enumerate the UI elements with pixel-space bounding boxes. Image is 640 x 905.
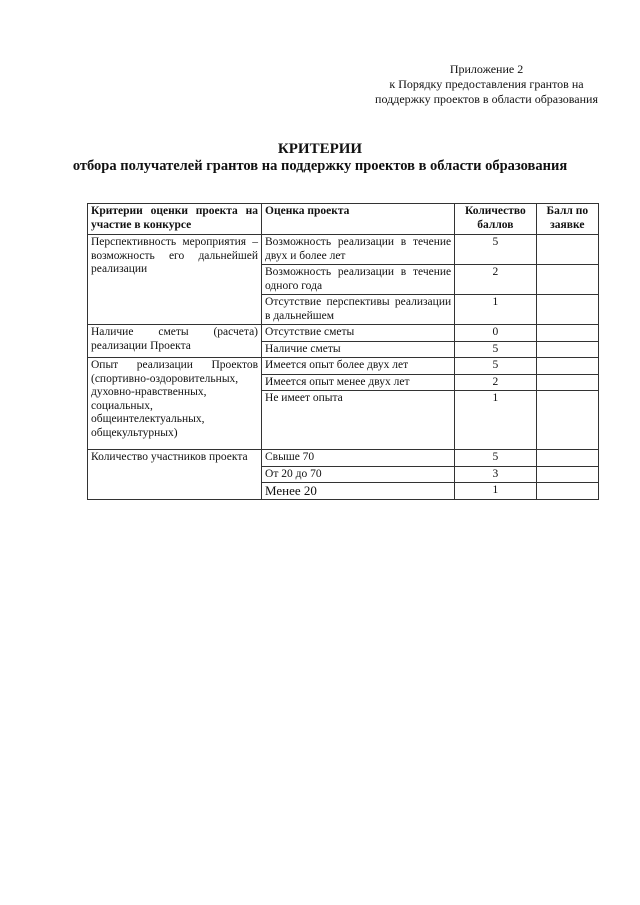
points-cell: 1 bbox=[455, 483, 536, 500]
header-assessment: Оценка проекта bbox=[262, 204, 455, 235]
points-cell: 0 bbox=[455, 325, 536, 342]
option-cell: Возможность реализации в течение одного года bbox=[262, 265, 455, 295]
table-row bbox=[88, 325, 599, 342]
appendix-line: к Порядку предоставления грантов на bbox=[389, 77, 584, 91]
table-row bbox=[88, 235, 599, 265]
table-row bbox=[88, 358, 599, 375]
option-cell: Имеется опыт более двух лет bbox=[262, 358, 455, 375]
points-cell: 3 bbox=[455, 466, 536, 483]
points-cell: 5 bbox=[455, 235, 536, 265]
points-cell: 5 bbox=[455, 341, 536, 358]
criterion-cell: Перспективность мероприятия – возможность его дальнейшей реализации bbox=[88, 235, 262, 325]
option-cell: Не имеет опыта bbox=[262, 391, 455, 450]
appendix-line: поддержку проектов в области образования bbox=[375, 92, 598, 106]
option-cell: Менее 20 bbox=[262, 483, 455, 500]
application-score-cell bbox=[536, 265, 598, 295]
application-score-cell bbox=[536, 341, 598, 358]
application-score-cell bbox=[536, 374, 598, 391]
option-cell: Наличие сметы bbox=[262, 341, 455, 358]
option-cell: Отсутствие перспективы реализации в дальнейшем bbox=[262, 295, 455, 325]
application-score-cell bbox=[536, 295, 598, 325]
table-header-row bbox=[88, 204, 599, 235]
points-cell: 2 bbox=[455, 265, 536, 295]
header-points: Количество баллов bbox=[455, 204, 536, 235]
points-cell: 5 bbox=[455, 358, 536, 375]
application-score-cell bbox=[536, 235, 598, 265]
table-row bbox=[88, 450, 599, 467]
appendix-line: Приложение 2 bbox=[449, 62, 524, 76]
application-score-cell bbox=[536, 450, 598, 467]
points-cell: 1 bbox=[455, 295, 536, 325]
criteria-table bbox=[87, 203, 599, 500]
option-cell: Свыше 70 bbox=[262, 450, 455, 467]
appendix-header bbox=[375, 62, 598, 107]
application-score-cell bbox=[536, 358, 598, 375]
title-main: КРИТЕРИИ bbox=[277, 141, 363, 157]
application-score-cell bbox=[536, 466, 598, 483]
points-cell: 2 bbox=[455, 374, 536, 391]
application-score-cell bbox=[536, 391, 598, 450]
points-cell: 5 bbox=[455, 450, 536, 467]
option-cell: От 20 до 70 bbox=[262, 466, 455, 483]
option-cell: Возможность реализации в течение двух и более лет bbox=[262, 235, 455, 265]
criterion-cell: Опыт реализации Проектов (спортивно-оздоровительных, духовно-нравственных, социальных, общеинтелектуальных, общекультурных) bbox=[88, 358, 262, 450]
application-score-cell bbox=[536, 483, 598, 500]
document-title bbox=[60, 141, 580, 175]
criterion-cell: Наличие сметы (расчета) реализации Проекта bbox=[88, 325, 262, 358]
option-cell: Имеется опыт менее двух лет bbox=[262, 374, 455, 391]
option-cell: Отсутствие сметы bbox=[262, 325, 455, 342]
title-sub: отбора получателей грантов на поддержку проектов в области образования bbox=[72, 158, 568, 174]
header-criterion: Критерии оценки проекта на участие в конкурсе bbox=[88, 204, 262, 235]
points-cell: 1 bbox=[455, 391, 536, 450]
criterion-cell: Количество участников проекта bbox=[88, 450, 262, 500]
header-application-score: Балл по заявке bbox=[536, 204, 598, 235]
application-score-cell bbox=[536, 325, 598, 342]
